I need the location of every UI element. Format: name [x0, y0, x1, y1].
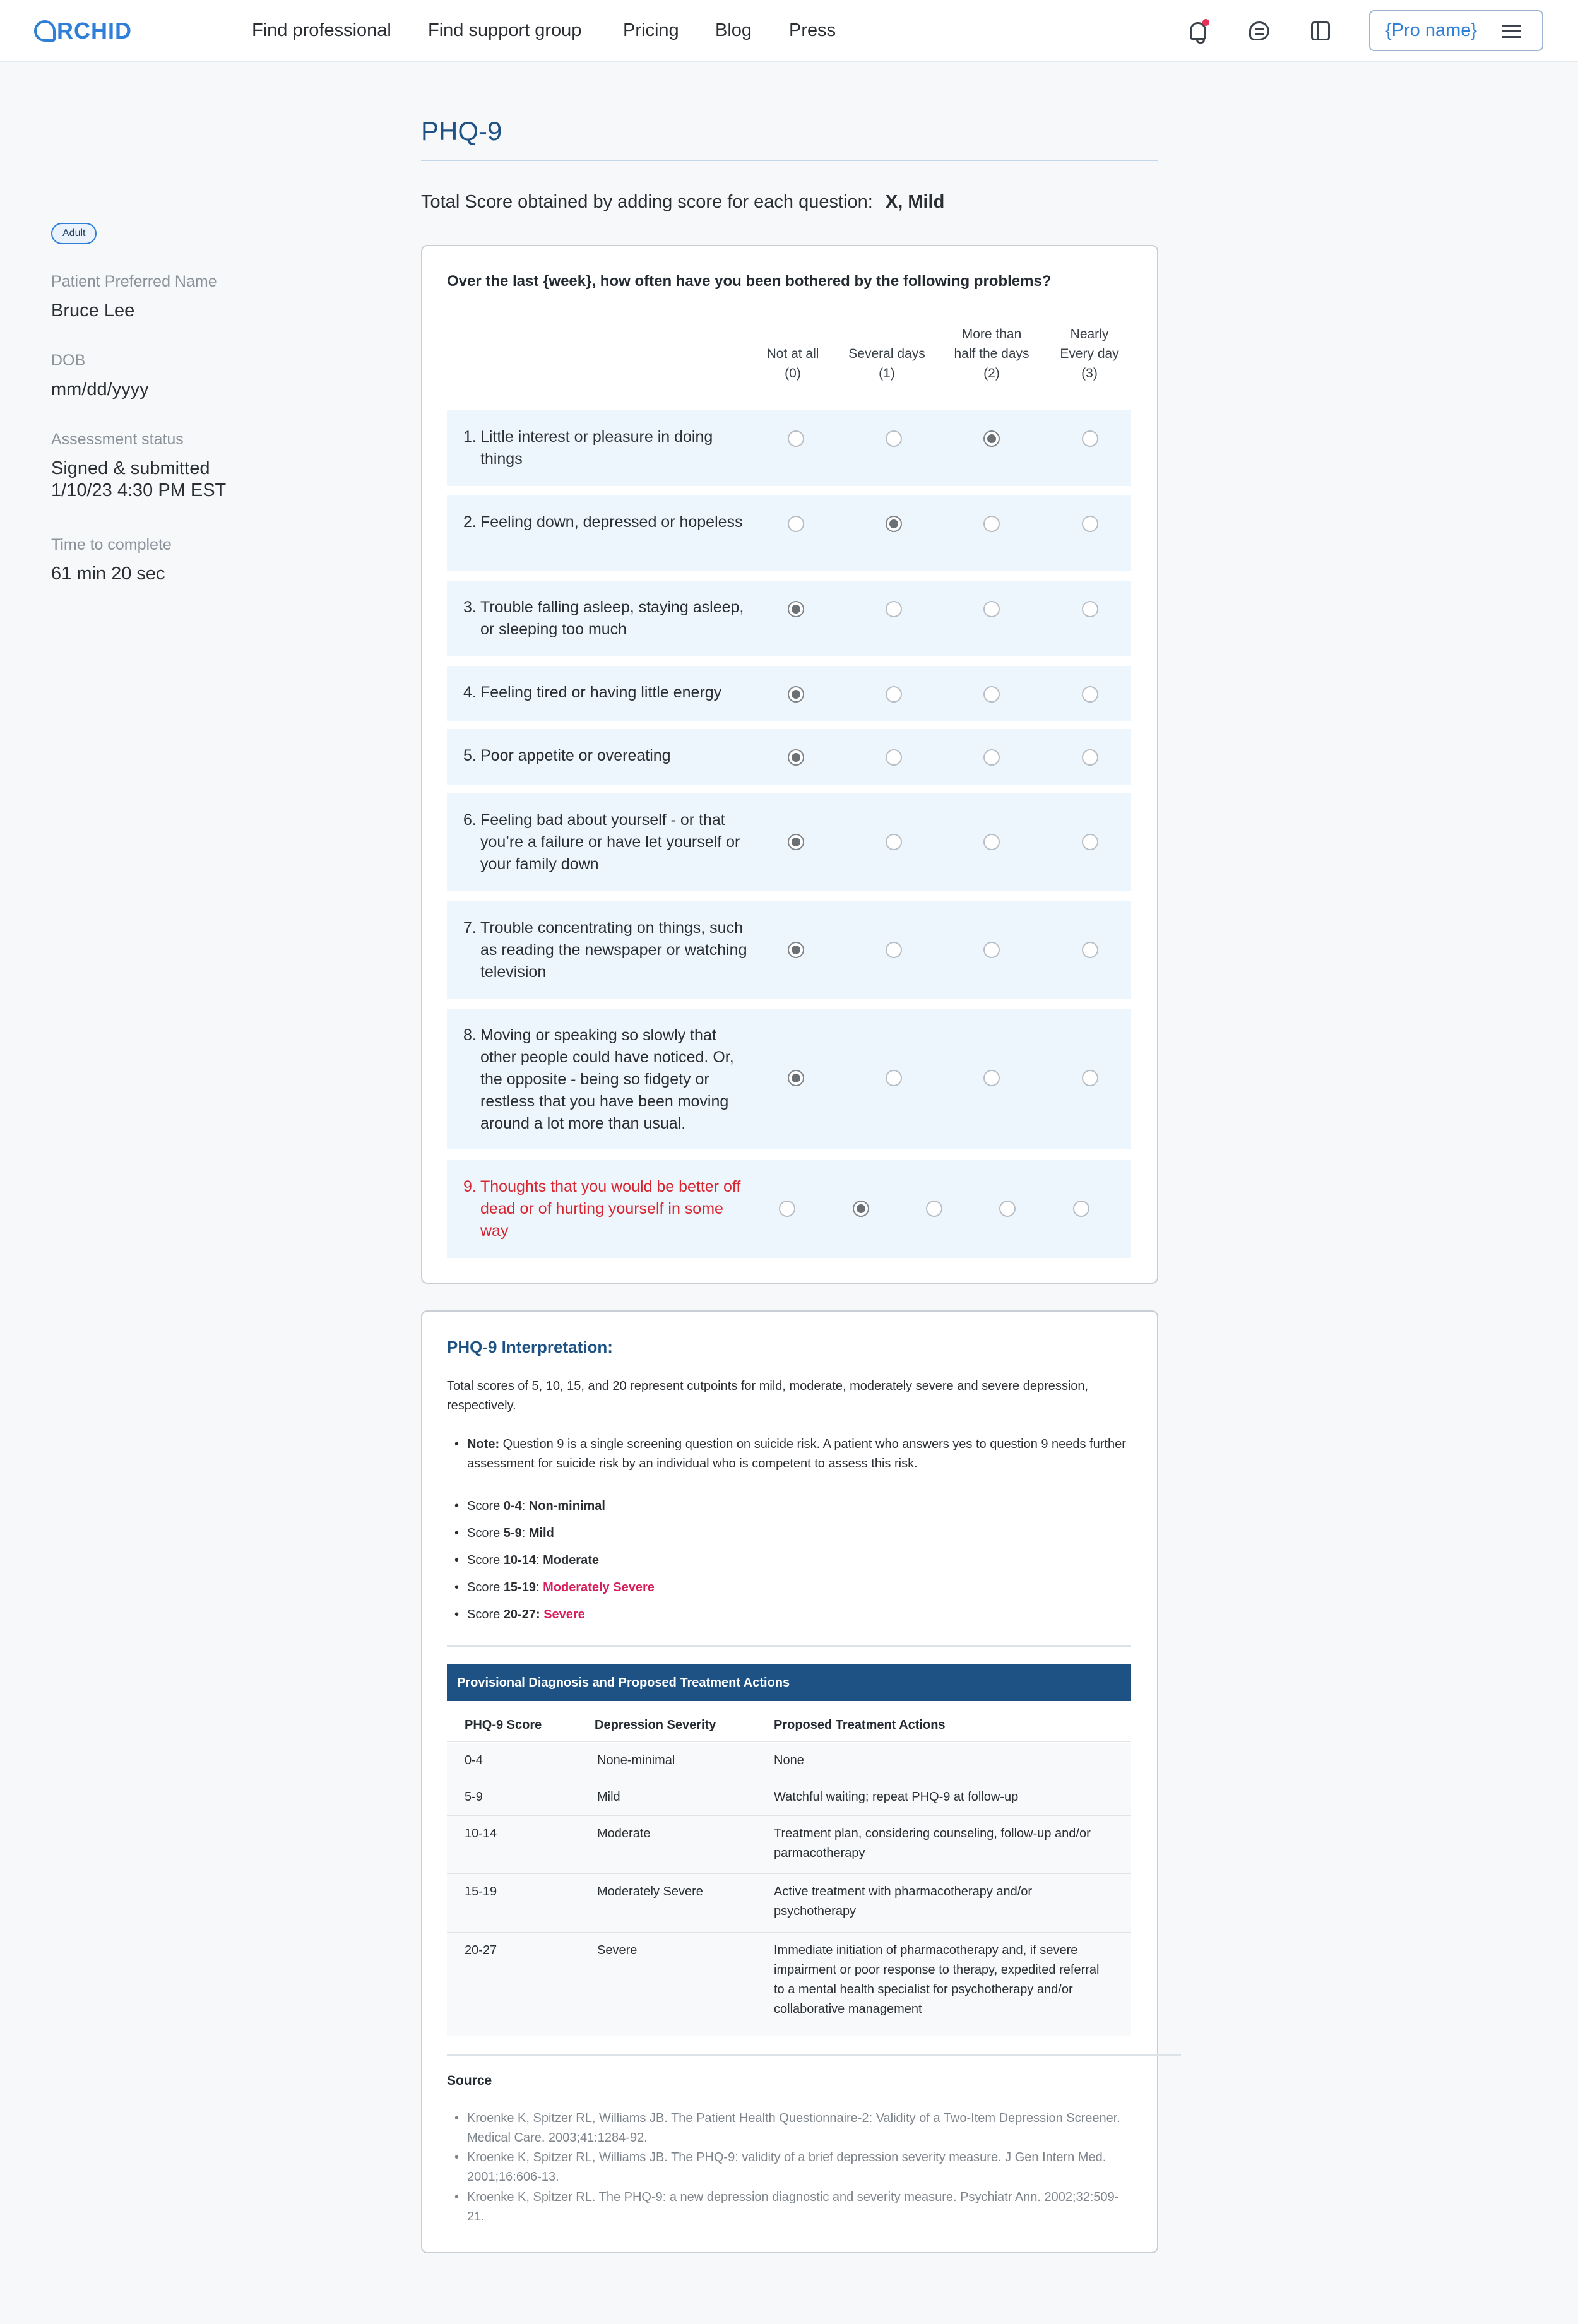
notifications-button[interactable] — [1184, 17, 1212, 45]
answer-radio[interactable] — [788, 516, 804, 532]
logo-mark-icon — [34, 20, 56, 42]
table-cell-action: Immediate initiation of pharmacotherapy and, if severe impairment or poor response to therapy, expedited referral to a mental health specialist for psychotherapy and/or collaborative management — [774, 1943, 1100, 2016]
answer-radio[interactable] — [788, 1070, 804, 1086]
table-header-score: PHQ-9 Score — [465, 1718, 542, 1732]
question-text: Trouble concentrating on things, such as reading the newspaper or watching television — [480, 919, 747, 981]
score-range-item — [467, 1578, 655, 1598]
column-label: Nearly — [1070, 327, 1109, 341]
score-range-item — [467, 1524, 554, 1543]
table-cell-score: 5-9 — [465, 1790, 483, 1804]
table-cell-severity: Severe — [597, 1943, 638, 1957]
answer-radio[interactable] — [886, 516, 902, 532]
score-range-item — [467, 1551, 599, 1570]
score-prefix: Score — [467, 1553, 504, 1567]
source-divider — [447, 2054, 1181, 2056]
nav-blog[interactable]: Blog — [715, 20, 752, 40]
question-row — [447, 729, 1131, 785]
column-label: Several days — [848, 347, 925, 361]
score-prefix: Score — [467, 1580, 504, 1594]
question-number: 3. — [463, 598, 477, 616]
answer-radio[interactable] — [788, 942, 804, 958]
source-citation: • Kroenke K, Spitzer RL. The PHQ-9: a new depression diagnostic and severity measure. Psychiatr Ann. 2002;32:509-21. — [467, 2188, 1130, 2227]
question-row — [447, 793, 1131, 891]
source-citation: • Kroenke K, Spitzer RL, Williams JB. The PHQ-9: validity of a brief depression severity measure. J Gen Intern Med. 2001;16:606-13. — [467, 2148, 1130, 2187]
question-row — [447, 901, 1131, 999]
answer-radio[interactable] — [788, 749, 804, 766]
column-label: Not at all — [766, 347, 819, 361]
notification-dot — [1202, 19, 1209, 26]
assessment-status-label: Assessment status — [51, 430, 184, 448]
answer-radio[interactable] — [886, 834, 902, 850]
answer-radio[interactable] — [1082, 686, 1098, 703]
pro-name: {Pro name} — [1385, 20, 1478, 40]
question-row — [447, 666, 1131, 721]
source-citation: • Kroenke K, Spitzer RL, Williams JB. The Patient Health Questionnaire-2: Validity of a Two-Item Depression Screener. Medical Care. 2003;41:1284-92. — [467, 2109, 1130, 2148]
total-score-value: X, Mild — [885, 192, 945, 212]
table-cell-action: Watchful waiting; repeat PHQ-9 at follow-up — [774, 1790, 1019, 1804]
score-prefix: Score — [467, 1526, 504, 1540]
score-range: 20-27: — [503, 1608, 540, 1621]
patient-name-value: Bruce Lee — [51, 300, 135, 321]
answer-radio[interactable] — [788, 686, 804, 703]
table-header-severity: Depression Severity — [595, 1718, 716, 1732]
pro-account-button[interactable] — [1369, 10, 1543, 51]
top-navigation-bar — [0, 0, 1578, 62]
interpretation-intro: Total scores of 5, 10, 15, and 20 represent cutpoints for mild, moderate, moderately severe and severe depression, respectively. — [447, 1379, 1089, 1413]
answer-radio[interactable] — [983, 1070, 1000, 1086]
table-cell-score: 20-27 — [465, 1943, 497, 1957]
answer-radio[interactable] — [886, 601, 902, 617]
question-text: Feeling down, depressed or hopeless — [480, 513, 743, 531]
source-title: Source — [447, 2073, 492, 2088]
answer-radio[interactable] — [983, 834, 1000, 850]
interpretation-title: PHQ-9 Interpretation: — [447, 1337, 613, 1356]
column-label: half the days — [954, 347, 1029, 361]
nav-find-support-group[interactable]: Find support group — [428, 20, 582, 40]
score-range: 15-19 — [503, 1580, 536, 1594]
interpretation-note — [467, 1435, 1130, 1474]
score-separator: : — [521, 1499, 529, 1513]
page-title: PHQ-9 — [421, 116, 502, 146]
answer-radio[interactable] — [983, 749, 1000, 766]
question-row — [447, 1009, 1131, 1149]
dob-label: DOB — [51, 352, 86, 369]
answer-radio[interactable] — [886, 942, 902, 958]
answer-radio[interactable] — [788, 430, 804, 447]
answer-radio[interactable] — [983, 942, 1000, 958]
answer-radio[interactable] — [983, 430, 1000, 447]
column-header-nearly-every-day — [1042, 324, 1137, 383]
answer-radio[interactable] — [1082, 942, 1098, 958]
table-header-actions: Proposed Treatment Actions — [774, 1718, 946, 1732]
treatment-table-title: Provisional Diagnosis and Proposed Treatment Actions — [447, 1664, 1131, 1701]
answer-radio[interactable] — [853, 1201, 869, 1217]
table-cell-score: 15-19 — [465, 1885, 497, 1899]
answer-radio[interactable] — [999, 1201, 1016, 1217]
chat-icon — [1249, 21, 1269, 40]
column-value: (0) — [785, 366, 801, 381]
note-label: Note: — [467, 1437, 500, 1451]
age-group-badge: Adult — [51, 223, 97, 244]
answer-radio[interactable] — [886, 686, 902, 703]
title-divider — [421, 160, 1158, 161]
column-value: (2) — [983, 366, 1000, 381]
menu-icon — [1502, 25, 1521, 38]
question-number: 4. — [463, 684, 477, 701]
column-value: (1) — [879, 366, 895, 381]
score-range: 0-4 — [503, 1499, 522, 1513]
answer-radio[interactable] — [1082, 601, 1098, 617]
score-range-item — [467, 1497, 605, 1516]
nav-press[interactable]: Press — [789, 20, 836, 40]
column-label: Every day — [1060, 347, 1119, 361]
column-header-not-at-all — [745, 344, 840, 383]
question-number: 7. — [463, 919, 477, 937]
table-cell-score: 0-4 — [465, 1753, 483, 1767]
question-text: Feeling tired or having little energy — [480, 684, 722, 701]
score-range-item — [467, 1605, 585, 1625]
answer-radio[interactable] — [886, 1070, 902, 1086]
table-cell-severity: Moderate — [597, 1827, 651, 1841]
total-score — [421, 192, 944, 213]
table-cell-severity: None-minimal — [597, 1753, 675, 1767]
question-number: 8. — [463, 1026, 477, 1044]
answer-radio[interactable] — [1082, 430, 1098, 447]
answer-radio[interactable] — [983, 516, 1000, 532]
messages-button[interactable] — [1245, 17, 1273, 45]
score-severity-label: Moderately Severe — [543, 1580, 655, 1594]
column-value: (3) — [1081, 366, 1098, 381]
note-text: Question 9 is a single screening question on suicide risk. A patient who answers yes to question 9 needs further assessment for suicide risk by an individual who is competent to assess this risk. — [467, 1437, 1126, 1471]
table-cell-score: 10-14 — [465, 1827, 497, 1841]
score-severity-label: Moderate — [543, 1553, 599, 1567]
answer-radio[interactable] — [1073, 1201, 1089, 1217]
dob-value: mm/dd/yyyy — [51, 379, 149, 400]
answer-radio[interactable] — [886, 430, 902, 447]
answer-radio[interactable] — [1082, 1070, 1098, 1086]
answer-radio[interactable] — [788, 601, 804, 617]
column-header-more-than-half — [944, 324, 1039, 383]
question-row — [447, 581, 1131, 656]
question-number: 5. — [463, 747, 477, 764]
column-header-several-days — [839, 344, 934, 383]
question-text: Little interest or pleasure in doing things — [480, 428, 713, 468]
assessment-status-date: 1/10/23 4:30 PM EST — [51, 480, 227, 501]
table-cell-severity: Moderately Severe — [597, 1885, 703, 1899]
table-header-divider — [447, 1741, 1131, 1742]
section-divider — [447, 1645, 1131, 1647]
question-number: 2. — [463, 513, 477, 531]
answer-radio[interactable] — [1082, 834, 1098, 850]
score-separator: : — [535, 1580, 543, 1594]
answer-radio[interactable] — [788, 834, 804, 850]
question-text: Poor appetite or overeating — [480, 747, 671, 764]
assessment-status-value: Signed & submitted — [51, 458, 210, 478]
question-text: Trouble falling asleep, staying asleep, or sleeping too much — [480, 598, 744, 638]
table-cell-action: Active treatment with pharmacotherapy and/or psychotherapy — [774, 1885, 1033, 1918]
score-range: 5-9 — [503, 1526, 522, 1540]
total-score-label: Total Score obtained by adding score for each question: — [421, 192, 873, 212]
panel-toggle-button[interactable] — [1307, 17, 1334, 45]
question-text: Thoughts that you would be better off dead or of hurting yourself in some way — [480, 1178, 741, 1240]
table-cell-severity: Mild — [597, 1790, 620, 1804]
question-row — [447, 495, 1131, 571]
question-text: Moving or speaking so slowly that other people could have noticed. Or, the opposite - being so fidgety or restless that you have been moving around a lot more than usual. — [480, 1026, 734, 1132]
question-row — [447, 1160, 1131, 1258]
time-to-complete-label: Time to complete — [51, 536, 172, 554]
table-cell-action: None — [774, 1753, 804, 1767]
question-number: 9. — [463, 1178, 477, 1195]
logo-text: RCHID — [57, 18, 132, 44]
question-number: 1. — [463, 428, 477, 446]
column-label: More than — [961, 327, 1022, 341]
nav-pricing[interactable]: Pricing — [623, 20, 679, 40]
score-severity-label: Mild — [528, 1526, 554, 1540]
nav-find-professional[interactable]: Find professional — [252, 20, 391, 40]
score-prefix: Score — [467, 1608, 504, 1621]
answer-radio[interactable] — [1082, 749, 1098, 766]
score-separator: : — [535, 1553, 543, 1567]
patient-name-label: Patient Preferred Name — [51, 273, 217, 290]
score-separator: : — [521, 1526, 529, 1540]
time-to-complete-value: 61 min 20 sec — [51, 564, 165, 584]
questionnaire-heading: Over the last {week}, how often have you been bothered by the following problems? — [447, 273, 1052, 290]
answer-radio[interactable] — [779, 1201, 795, 1217]
score-prefix: Score — [467, 1499, 504, 1513]
question-row — [447, 410, 1131, 486]
question-text: Feeling bad about yourself - or that you’re a failure or have let yourself or your family down — [480, 811, 740, 873]
answer-radio[interactable] — [983, 686, 1000, 703]
panel-icon — [1311, 21, 1330, 40]
answer-radio[interactable] — [886, 749, 902, 766]
score-severity-label: Non-minimal — [528, 1499, 605, 1513]
table-cell-action: Treatment plan, considering counseling, follow-up and/or parmacotherapy — [774, 1827, 1091, 1860]
question-number: 6. — [463, 811, 477, 829]
answer-radio[interactable] — [983, 601, 1000, 617]
answer-radio[interactable] — [1082, 516, 1098, 532]
score-range: 10-14 — [503, 1553, 536, 1567]
answer-radio[interactable] — [926, 1201, 942, 1217]
orchid-logo[interactable] — [34, 15, 132, 47]
score-severity-label: Severe — [543, 1608, 585, 1621]
